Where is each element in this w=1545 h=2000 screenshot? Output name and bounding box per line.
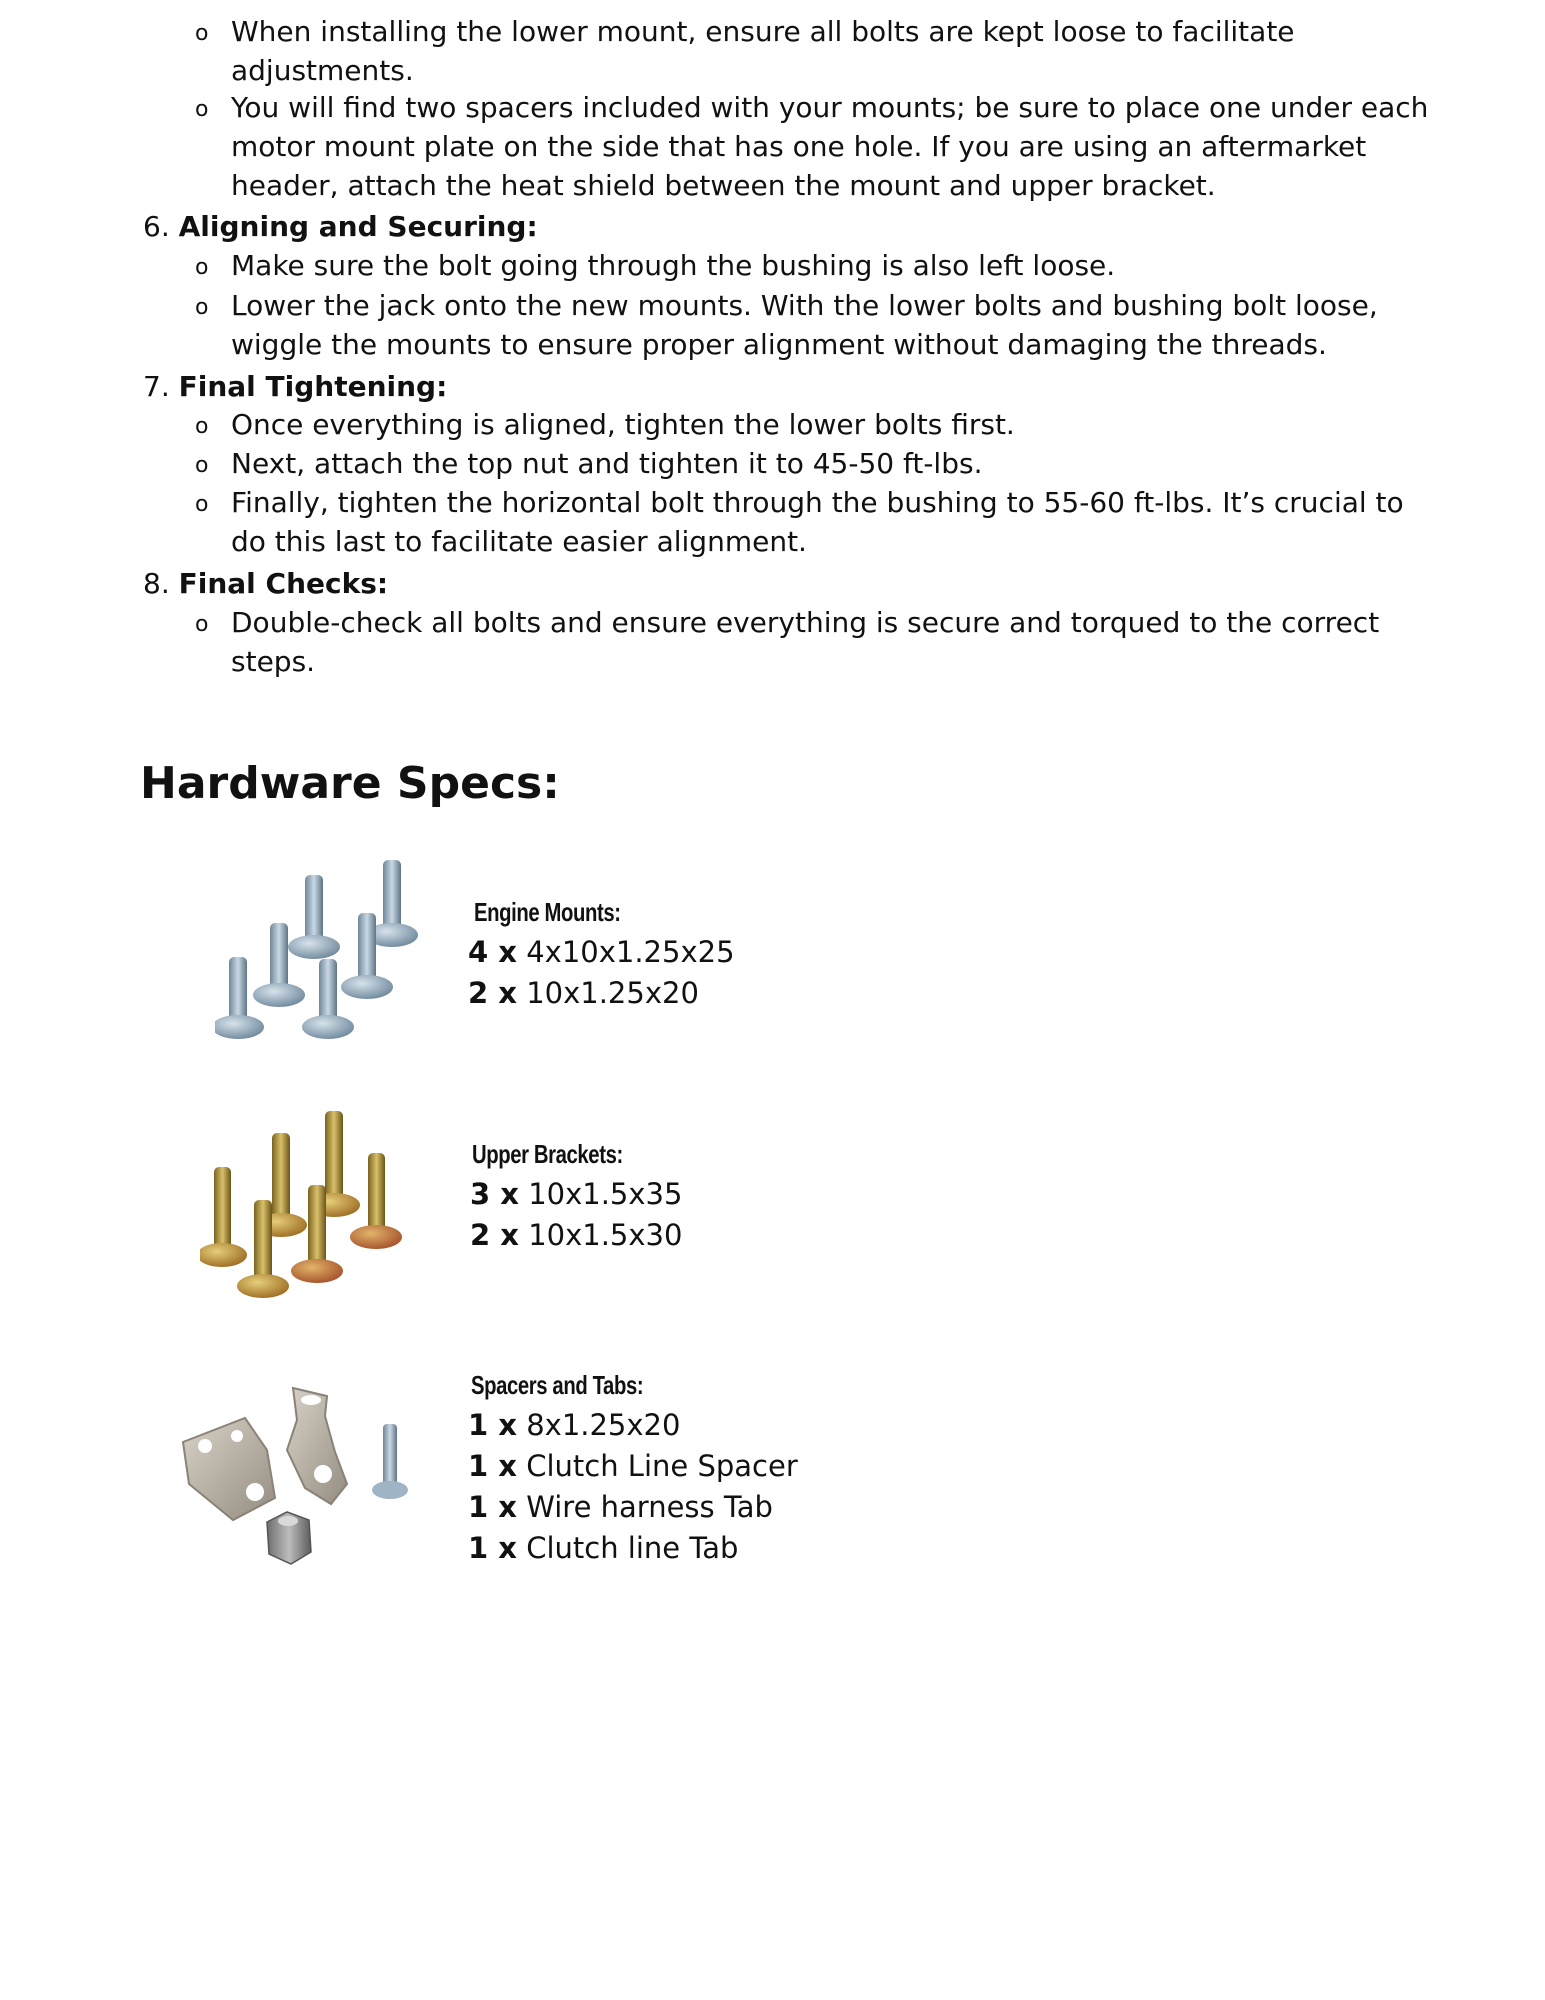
bullet-line: Double-check all bolts and ensure everything is secure and torqued to the correct [231, 606, 1380, 639]
step-title: Aligning and Securing: [178, 210, 538, 243]
bullet-line: do this last to facilitate easier alignment. [231, 525, 807, 558]
spec-value: Wire harness Tab [526, 1490, 773, 1524]
step-number: 6. [143, 210, 170, 243]
step-title: Final Tightening: [178, 370, 448, 403]
spec-value: 10x1.5x35 [528, 1177, 683, 1211]
bullet-marker: o [195, 453, 209, 478]
step-number: 8. [143, 567, 170, 600]
step-heading-aligning [143, 207, 538, 246]
bolt-icon [253, 923, 305, 1007]
bullet-line: steps. [231, 645, 316, 678]
bullet-line: Once everything is aligned, tighten the lower bolts first. [231, 408, 1015, 441]
bullet-line: Next, attach the top nut and tighten it to 45-50 ft-lbs. [231, 447, 983, 480]
bullet-line: wiggle the mounts to ensure proper alignment without damaging the threads. [231, 328, 1327, 361]
bullet-marker: o [195, 255, 209, 280]
blue-flange-bolts-image [215, 855, 420, 1045]
spec-item [468, 1528, 798, 1569]
bullet-line: adjustments. [231, 54, 414, 87]
bullet-line: When installing the lower mount, ensure all bolts are kept loose to facilitate [231, 15, 1295, 48]
spec-value: Clutch line Tab [526, 1531, 739, 1565]
spec-value: 4x10x1.25x25 [526, 935, 735, 969]
spec-group-spacers-and-tabs [468, 1365, 798, 1569]
bullet-marker: o [195, 612, 209, 637]
spec-quantity: 1 x [468, 1449, 517, 1483]
spec-group-title: Upper Brackets: [472, 1139, 623, 1169]
step-title: Final Checks: [178, 567, 389, 600]
spec-quantity: 3 x [470, 1177, 519, 1211]
bracket-tab-icon [287, 1388, 347, 1504]
spec-item [468, 932, 735, 973]
spec-group-engine-mounts [468, 892, 735, 1014]
spec-value: 8x1.25x20 [526, 1408, 681, 1442]
bracket-tab-icon [183, 1418, 275, 1520]
spec-quantity: 2 x [470, 1218, 519, 1252]
spec-item [470, 1174, 682, 1215]
step-heading-final-checks [143, 564, 388, 603]
bolt-icon [302, 959, 354, 1039]
bullet-line: You will find two spacers included with your mounts; be sure to place one under each [231, 91, 1429, 124]
spec-quantity: 4 x [468, 935, 517, 969]
spec-group-title: Spacers and Tabs: [471, 1370, 644, 1400]
spec-item [468, 1446, 798, 1487]
spec-item [468, 1405, 798, 1446]
bullet-marker: o [195, 295, 209, 320]
spec-item [468, 1487, 798, 1528]
spec-quantity: 1 x [468, 1531, 517, 1565]
bullet-line: header, attach the heat shield between the mount and upper bracket. [231, 169, 1216, 202]
spacer-icon [267, 1512, 311, 1564]
spec-quantity: 1 x [468, 1408, 517, 1442]
bolt-icon [288, 875, 340, 959]
spec-group-title: Engine Mounts: [474, 897, 621, 927]
step-number: 7. [143, 370, 170, 403]
spec-value: 10x1.5x30 [528, 1218, 683, 1252]
spacers-and-tabs-image [175, 1380, 425, 1580]
spec-item [470, 1215, 682, 1256]
step-heading-final-tightening [143, 367, 447, 406]
hardware-specs-heading: Hardware Specs: [140, 758, 560, 809]
bullet-line: Make sure the bolt going through the bushing is also left loose. [231, 249, 1116, 282]
spec-value: 10x1.25x20 [526, 976, 699, 1010]
bolt-icon [200, 1167, 247, 1267]
bullet-marker: o [195, 414, 209, 439]
spec-value: Clutch Line Spacer [526, 1449, 798, 1483]
spec-quantity: 1 x [468, 1490, 517, 1524]
bullet-marker: o [195, 492, 209, 517]
bullet-line: motor mount plate on the side that has one hole. If you are using an aftermarket [231, 130, 1367, 163]
bullet-line: Lower the jack onto the new mounts. With the lower bolts and bushing bolt loose, [231, 289, 1378, 322]
bullet-line: Finally, tighten the horizontal bolt through the bushing to 55-60 ft-lbs. It’s crucial to [231, 486, 1404, 519]
bullet-marker: o [195, 21, 209, 46]
spec-quantity: 2 x [468, 976, 517, 1010]
bullet-marker: o [195, 97, 209, 122]
spec-group-upper-brackets [468, 1134, 682, 1256]
bolt-icon [372, 1424, 408, 1499]
spec-item [468, 973, 735, 1014]
gold-flange-bolts-image [200, 1105, 415, 1305]
